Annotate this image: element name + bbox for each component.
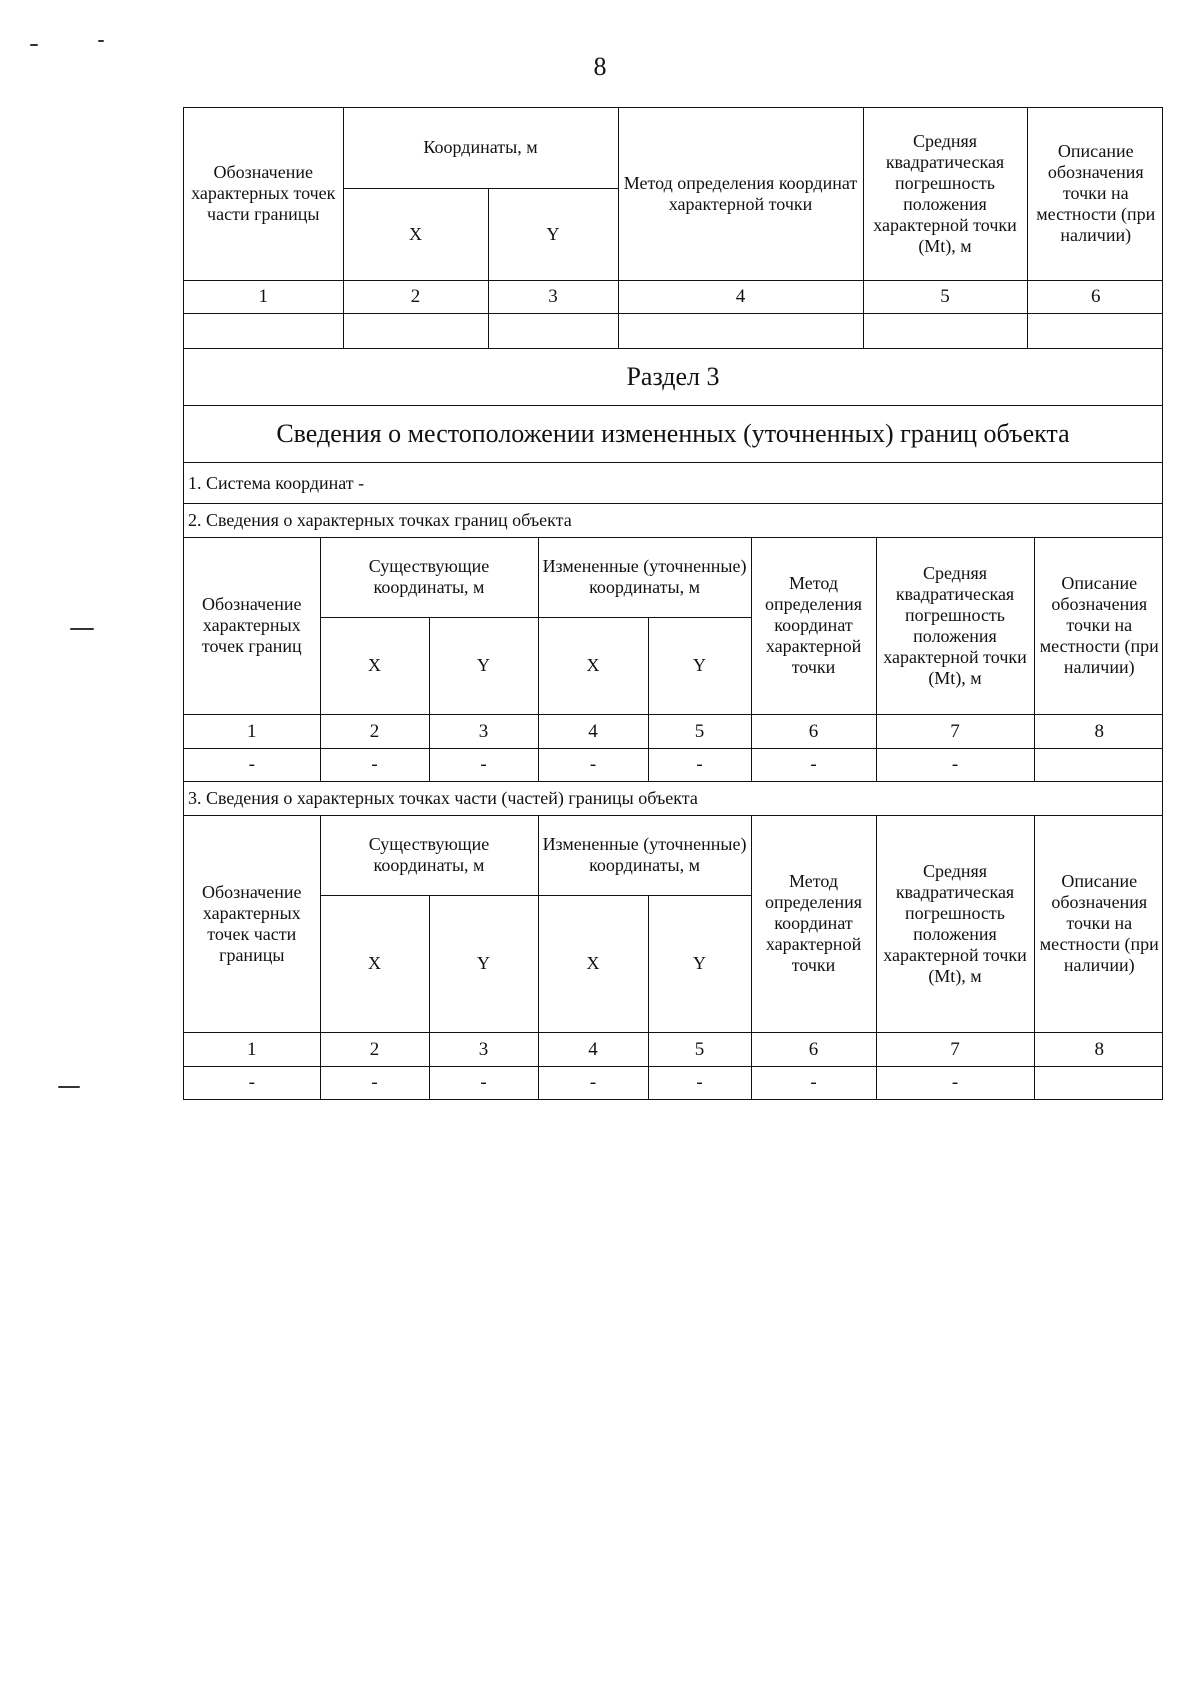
table-cell: - (429, 1066, 538, 1099)
header-error: Средняя квадратическая погрешность положения характерной точки (Mt), м (876, 816, 1034, 1032)
column-number: 4 (538, 714, 648, 748)
scan-mark (70, 628, 94, 630)
column-number: 3 (429, 1032, 538, 1066)
column-number: 8 (1034, 714, 1162, 748)
table-cell: - (751, 1066, 876, 1099)
header-description: Описание обозначения точки на местности (при наличии) (1034, 538, 1162, 714)
header-method: Метод определения координат характерной точки (751, 816, 876, 1032)
column-number: 3 (488, 280, 618, 313)
column-number: 7 (876, 1032, 1034, 1066)
empty-cell (488, 313, 618, 348)
table-cell: - (538, 748, 648, 781)
column-number: 3 (429, 714, 538, 748)
header-method: Метод определения координат характерной точки (751, 538, 876, 714)
table-cell (1034, 1066, 1162, 1099)
coordinate-system: 1. Система координат - (184, 463, 1163, 504)
section-subtitle: Сведения о местоположении измененных (уточненных) границ объекта (184, 406, 1163, 463)
header-y: Y (429, 617, 538, 714)
header-method: Метод определения координат характерной точки (618, 108, 863, 280)
header-designation: Обозначение характерных точек части границы (184, 108, 343, 280)
section-title: Раздел 3 (184, 349, 1163, 406)
table-cell: - (320, 1066, 429, 1099)
header-y: Y (429, 895, 538, 1032)
column-number: 6 (751, 714, 876, 748)
table-cell: - (876, 1066, 1034, 1099)
column-number: 1 (184, 280, 343, 313)
column-number: 6 (751, 1032, 876, 1066)
table-cell: - (538, 1066, 648, 1099)
table-cell: - (184, 748, 320, 781)
header-designation: Обозначение характерных точек границ (184, 538, 320, 714)
column-number: 6 (1027, 280, 1162, 313)
column-number: 7 (876, 714, 1034, 748)
column-number: 4 (538, 1032, 648, 1066)
header-description: Описание обозначения точки на местности (при наличии) (1034, 816, 1162, 1032)
header-y: Y (648, 617, 751, 714)
column-number: 8 (1034, 1032, 1162, 1066)
header-x: X (538, 895, 648, 1032)
document-form (183, 107, 1163, 1100)
page-number: 8 (593, 52, 607, 81)
empty-cell (618, 313, 863, 348)
column-number: 2 (343, 280, 488, 313)
points-section-title: 2. Сведения о характерных точках границ объекта (184, 504, 1163, 538)
column-number: 2 (320, 714, 429, 748)
parts-section-title: 3. Сведения о характерных точках части (частей) границы объекта (184, 782, 1163, 816)
header-y: Y (488, 188, 618, 280)
table-cell: - (648, 748, 751, 781)
empty-cell (863, 313, 1027, 348)
column-number: 4 (618, 280, 863, 313)
header-x: X (538, 617, 648, 714)
table-part-boundary-points (184, 108, 1163, 348)
column-number: 1 (184, 1032, 320, 1066)
table-cell: - (751, 748, 876, 781)
header-changed-coordinates: Измененные (уточненные) координаты, м (538, 816, 751, 895)
header-x: X (320, 617, 429, 714)
table-cell: - (184, 1066, 320, 1099)
scan-mark (98, 40, 104, 42)
table-boundary-points (184, 538, 1163, 781)
column-number: 5 (863, 280, 1027, 313)
empty-cell (1027, 313, 1162, 348)
header-changed-coordinates: Измененные (уточненные) координаты, м (538, 538, 751, 617)
table-cell: - (876, 748, 1034, 781)
column-number: 5 (648, 1032, 751, 1066)
scan-mark (30, 44, 38, 46)
empty-cell (343, 313, 488, 348)
table-cell: - (648, 1066, 751, 1099)
header-designation: Обозначение характерных точек части границы (184, 816, 320, 1032)
column-number: 1 (184, 714, 320, 748)
header-x: X (343, 188, 488, 280)
header-description: Описание обозначения точки на местности (при наличии) (1027, 108, 1162, 280)
column-number: 2 (320, 1032, 429, 1066)
header-error: Средняя квадратическая погрешность положения характерной точки (Mt), м (863, 108, 1027, 280)
table-boundary-part-points (184, 816, 1163, 1099)
header-existing-coordinates: Существующие координаты, м (320, 538, 538, 617)
table-cell (1034, 748, 1162, 781)
header-coordinates: Координаты, м (343, 108, 618, 188)
header-existing-coordinates: Существующие координаты, м (320, 816, 538, 895)
column-number: 5 (648, 714, 751, 748)
header-error: Средняя квадратическая погрешность положения характерной точки (Mt), м (876, 538, 1034, 714)
scan-mark (58, 1086, 80, 1088)
table-cell: - (429, 748, 538, 781)
header-x: X (320, 895, 429, 1032)
table-cell: - (320, 748, 429, 781)
empty-cell (184, 313, 343, 348)
header-y: Y (648, 895, 751, 1032)
